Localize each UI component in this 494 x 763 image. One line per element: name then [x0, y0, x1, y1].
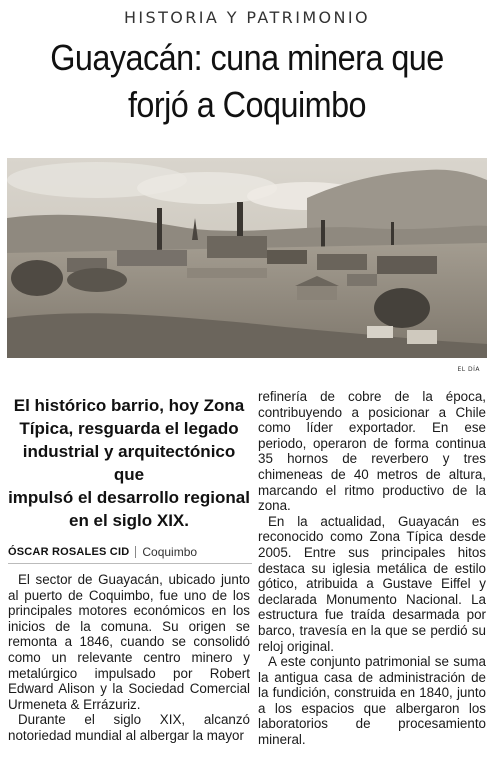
headline-line-1: Guayacán: cuna minera que — [50, 37, 444, 78]
section-tag: HISTORIA Y PATRIMONIO — [123, 8, 371, 27]
author-name: ÓSCAR ROSALES CID — [8, 546, 136, 558]
dateline-place: Coquimbo — [142, 545, 198, 559]
body-paragraph: refinería de cobre de la época, contribuyendo a posicionar a Chile como líder exportador. En ese periodo, operaron de forma continua 35 hornos de reverbero y tres chimeneas de 40 metros de altura, marcando el ritmo productivo de la zona. — [258, 389, 486, 514]
photo-credit: EL DÍA — [457, 366, 480, 373]
body-column-right — [258, 389, 486, 748]
lead-line-1: El histórico barrio, hoy Zona — [13, 396, 245, 415]
byline — [8, 541, 252, 564]
lead-line-4: impulsó el desarrollo regional — [8, 488, 250, 507]
lead-line-2: Típica, resguarda el legado — [19, 419, 239, 438]
body-paragraph: El sector de Guayacán, ubicado junto al puerto de Coquimbo, fue uno de los principales motores económicos en los inicios de la comuna. Su origen se remonta a 1846, cuando se consolidó como un relevante centro minero y metalúrgico impulsado por Robert Edward Alison y la Sociedad Comercial Urmeneta & Errázuriz. — [8, 572, 250, 712]
body-paragraph: En la actualidad, Guayacán es reconocido como Zona Típica desde 2005. Entre sus principales hitos destaca su iglesia metálica de estilo gótico, atribuida a Gustave Eiffel y declarada Monumento Nacional. La estructura fue traída desarmada por barco, travesía en la que se perdió su reloj original. — [258, 513, 486, 654]
body-column-left — [8, 572, 250, 744]
headline-line-2: forjó a Coquimbo — [127, 84, 367, 125]
lead-line-3: industrial y arquitectónico que — [22, 442, 236, 484]
historic-photo — [7, 158, 487, 358]
lead-paragraph — [8, 394, 250, 532]
lead-line-5: en el siglo XIX. — [69, 511, 189, 530]
headline — [34, 34, 461, 128]
body-paragraph: Durante el siglo XIX, alcanzó notoriedad mundial al albergar la mayor — [8, 712, 250, 743]
body-paragraph: A este conjunto patrimonial se suma la antigua casa de administración de la fundición, construida en 1840, junto a los espacios que albergaron los laboratorios de procesamiento mineral. — [258, 654, 486, 748]
